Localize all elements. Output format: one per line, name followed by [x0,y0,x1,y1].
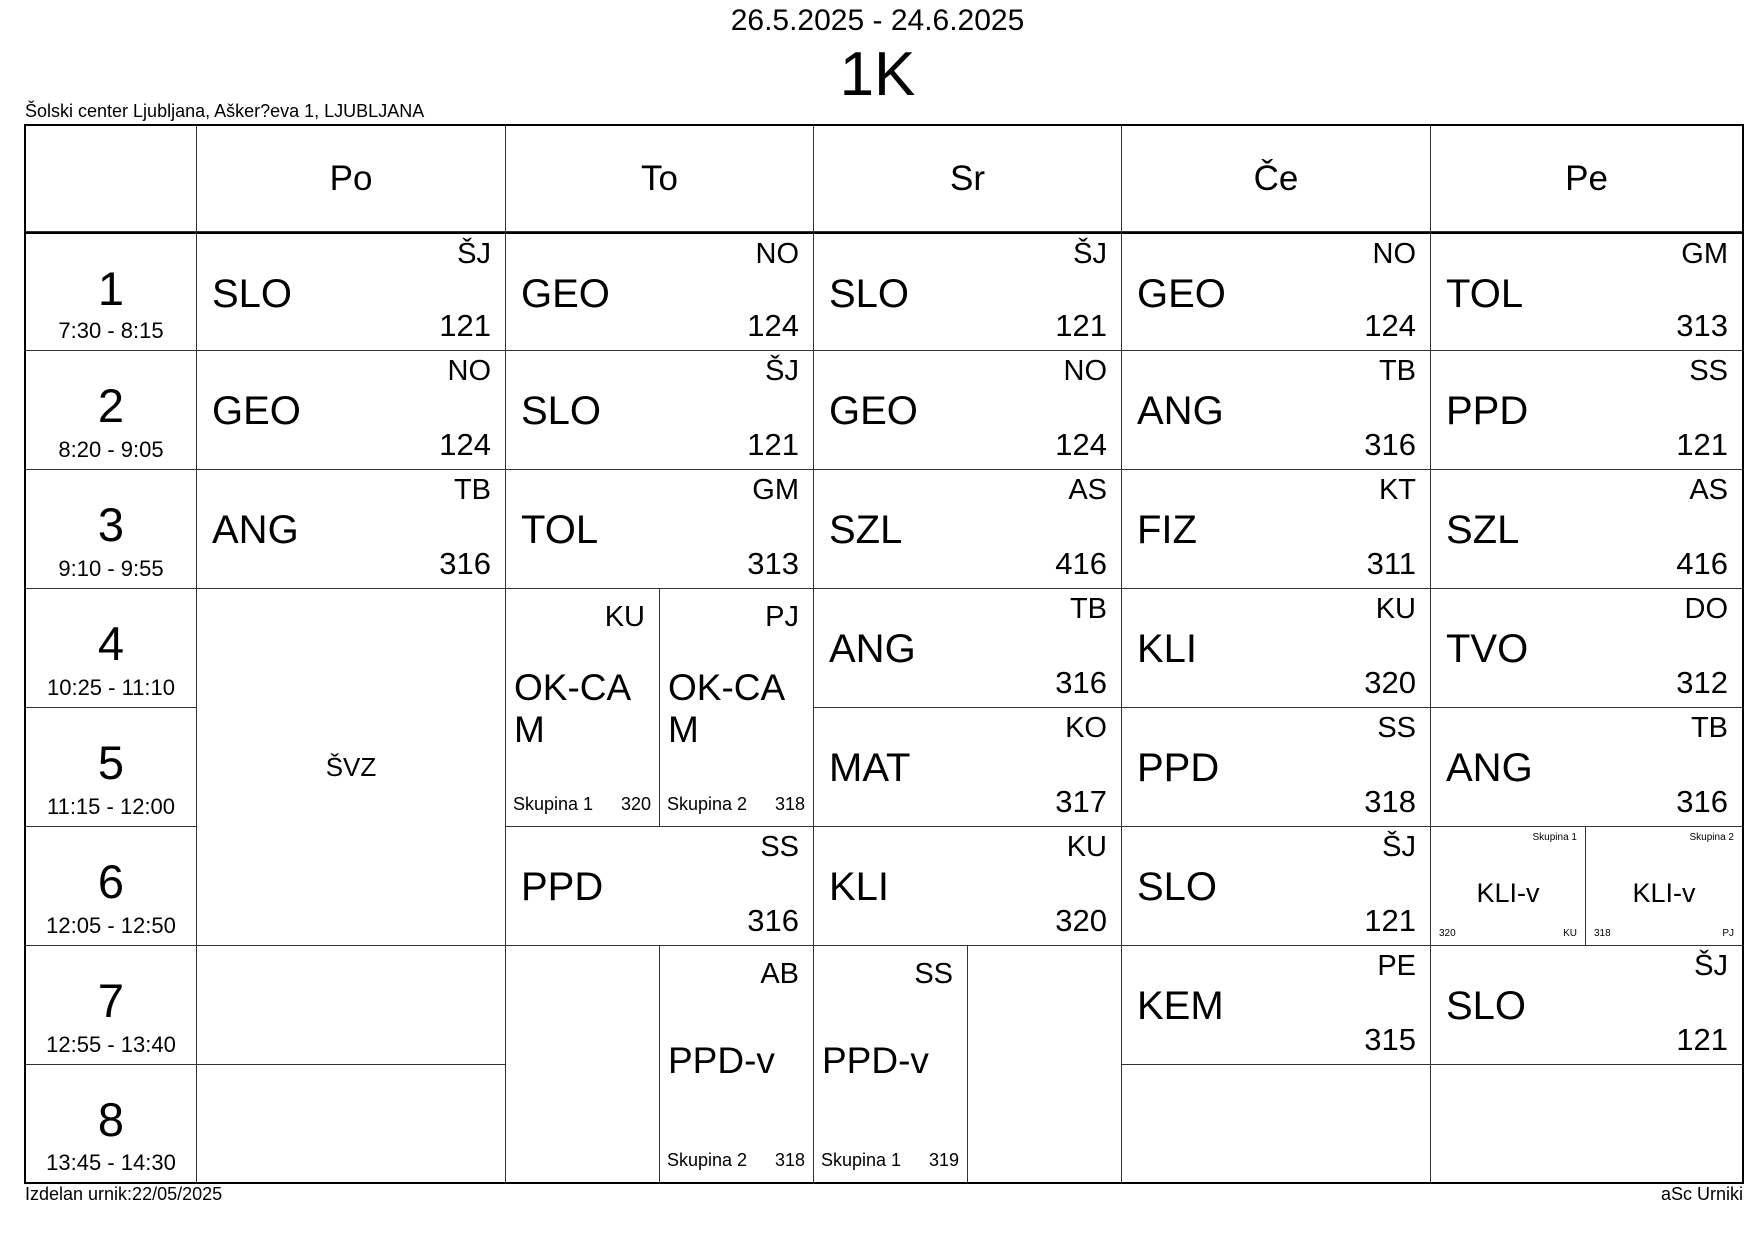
group-label: Skupina 2 [667,794,748,814]
period-number: 7 [97,974,125,1027]
lesson-cell[interactable] [197,351,506,470]
period-8 [26,1065,197,1182]
room: 318 [1594,928,1611,939]
lesson-cell-svz[interactable] [197,589,506,946]
subject: GEO [212,389,301,433]
subject: PPD-v [668,1040,775,1081]
lesson-cell[interactable] [814,708,1122,827]
lesson-cell[interactable] [506,827,814,946]
lesson-cell[interactable] [1431,470,1742,589]
subject: SLO [521,389,602,433]
day-header-to: To [506,126,814,232]
room: 316 [1364,427,1416,462]
day-header-po: Po [197,126,506,232]
period-2 [26,351,197,470]
room: 320 [620,794,651,814]
teacher: ŠJ [1073,238,1107,270]
room: 124 [1364,308,1416,343]
empty-cell [197,946,506,1065]
period-time: 8:20 - 9:05 [58,437,164,462]
teacher: GM [752,474,799,506]
empty-cell [1122,1065,1431,1182]
date-range: 26.5.2025 - 24.6.2025 [730,4,1025,37]
room: 121 [747,427,799,462]
subject: PPD-v [822,1040,929,1081]
room: 121 [1676,427,1728,462]
room: 121 [439,308,491,343]
subject: KLI-v [1476,878,1540,908]
room: 318 [1364,784,1416,819]
created-date: Izdelan urnik:22/05/2025 [25,1184,223,1204]
lesson-cell[interactable] [197,232,506,351]
teacher: TB [1069,593,1107,625]
subject: ANG [1137,389,1224,433]
lesson-cell[interactable] [1431,232,1742,351]
subject: SZL [1446,508,1520,552]
period-number: 6 [97,855,125,908]
room: 320 [1055,903,1107,938]
timetable-grid [24,124,1744,1184]
subject: KLI [829,865,890,909]
teacher: SS [1377,712,1416,744]
room: 319 [928,1150,959,1170]
period-number: 3 [97,498,125,551]
subject: GEO [829,389,918,433]
teacher: AS [1689,474,1728,506]
lesson-cell[interactable] [1122,708,1431,827]
period-6 [26,827,197,946]
room: 313 [1676,308,1728,343]
group-label: Skupina 2 [667,1150,748,1170]
teacher: KU [1066,831,1107,863]
subject: ANG [1446,746,1533,790]
teacher: PE [1377,950,1416,982]
period-number: 2 [97,379,125,432]
teacher: AB [760,958,799,990]
room: 320 [1364,665,1416,700]
room: 311 [1366,546,1416,581]
room: 121 [1676,1022,1728,1057]
room: 416 [1676,546,1728,581]
lesson-cell-group[interactable] [1586,827,1742,946]
group-label: Skupina 1 [1532,832,1577,843]
subject: FIZ [1137,508,1197,552]
lesson-cell[interactable] [1122,827,1431,946]
lesson-cell[interactable] [814,232,1122,351]
subject: SZL [829,508,903,552]
room: 316 [1676,784,1728,819]
teacher: NO [447,355,491,387]
period-time: 12:05 - 12:50 [46,913,176,938]
teacher: GM [1681,238,1728,270]
empty-cell [1431,1065,1742,1182]
period-4 [26,589,197,708]
teacher: SS [760,831,799,863]
teacher: ŠJ [1694,950,1728,982]
lesson-cell-group[interactable] [1431,827,1586,946]
subject: OK-CAM [514,667,632,750]
room: 318 [774,794,805,814]
teacher: TB [1378,355,1416,387]
subject: ANG [829,627,916,671]
lesson-cell[interactable] [1431,589,1742,708]
teacher: ŠJ [457,238,491,270]
lesson-cell[interactable] [197,470,506,589]
lesson-cell[interactable] [814,470,1122,589]
period-time: 13:45 - 14:30 [46,1150,176,1175]
teacher: DO [1684,593,1728,625]
teacher: ŠJ [765,355,799,387]
period-number: 8 [97,1093,125,1146]
corner-cell [26,126,197,232]
subject: OK-CAM [668,667,786,750]
room: 313 [747,546,799,581]
teacher: PJ [1722,928,1734,939]
room: 121 [1364,903,1416,938]
brand-label: aSc Urniki [1660,1184,1743,1204]
lesson-cell[interactable] [1122,470,1431,589]
room: 416 [1055,546,1107,581]
teacher: SS [914,958,953,990]
subject: SLO [212,272,293,316]
subject: GEO [1137,272,1226,316]
teacher: KU [1563,928,1577,939]
lesson-cell-group[interactable] [814,946,968,1182]
lesson-cell[interactable] [1122,946,1431,1065]
day-header-ce: Če [1122,126,1431,232]
period-number: 1 [97,262,125,315]
empty-cell [506,946,660,1182]
school-name: Šolski center Ljubljana, Ašker?eva 1, LJUBLJANA [25,101,425,121]
lesson-cell[interactable] [506,232,814,351]
day-header-sr: Sr [814,126,1122,232]
subject: SLO [1137,865,1218,909]
subject: ŠVZ [325,751,377,782]
lesson-cell[interactable] [1431,351,1742,470]
day-header-pe: Pe [1431,126,1742,232]
period-3 [26,470,197,589]
group-label: Skupina 1 [821,1150,902,1170]
subject: GEO [521,272,610,316]
lesson-cell[interactable] [814,827,1122,946]
lesson-cell[interactable] [1122,232,1431,351]
class-title: 1K [839,40,916,109]
period-5 [26,708,197,827]
room: 318 [774,1150,805,1170]
lesson-cell[interactable] [1122,589,1431,708]
period-number: 5 [97,736,125,789]
period-time: 12:55 - 13:40 [46,1032,176,1057]
room: 316 [747,903,799,938]
period-time: 11:15 - 12:00 [46,794,176,819]
empty-cell [197,1065,506,1182]
lesson-cell[interactable] [814,589,1122,708]
group-label: Skupina 2 [1689,832,1734,843]
subject: ANG [212,508,299,552]
teacher: NO [755,238,799,270]
teacher: SS [1689,355,1728,387]
lesson-cell[interactable] [1122,351,1431,470]
subject: PPD [1446,389,1529,433]
subject: TVO [1446,627,1529,671]
room: 315 [1364,1022,1416,1057]
subject: MAT [829,746,911,790]
room: 320 [1439,928,1456,939]
subject: SLO [1446,984,1527,1028]
subject: KLI-v [1632,878,1696,908]
lesson-cell[interactable] [1431,946,1742,1065]
room: 124 [439,427,491,462]
teacher: NO [1372,238,1416,270]
subject: TOL [521,508,599,552]
subject: PPD [521,865,604,909]
lesson-cell-group[interactable] [660,589,814,827]
teacher: KU [1375,593,1416,625]
teacher: PJ [765,601,799,633]
subject: TOL [1446,272,1524,316]
teacher: KT [1378,474,1416,506]
group-label: Skupina 1 [513,794,594,814]
room: 124 [747,308,799,343]
room: 121 [1055,308,1107,343]
room: 316 [439,546,491,581]
lesson-cell-group[interactable] [660,946,814,1182]
subject: KEM [1137,984,1224,1028]
teacher: TB [453,474,491,506]
period-number: 4 [97,617,125,670]
subject: KLI [1137,627,1198,671]
period-7 [26,946,197,1065]
teacher: AS [1068,474,1107,506]
lesson-cell[interactable] [814,351,1122,470]
period-time: 7:30 - 8:15 [58,318,164,343]
subject: SLO [829,272,910,316]
room: 312 [1676,665,1728,700]
lesson-cell[interactable] [506,351,814,470]
room: 124 [1055,427,1107,462]
period-time: 9:10 - 9:55 [58,556,164,581]
room: 317 [1055,784,1107,819]
period-1 [26,232,197,351]
teacher: TB [1690,712,1728,744]
lesson-cell-group[interactable] [506,589,660,827]
teacher: KO [1065,712,1107,744]
lesson-cell[interactable] [506,470,814,589]
teacher: KU [604,601,645,633]
empty-cell [968,946,1122,1182]
subject: PPD [1137,746,1220,790]
teacher: NO [1063,355,1107,387]
room: 316 [1055,665,1107,700]
period-time: 10:25 - 11:10 [46,675,176,700]
teacher: ŠJ [1382,831,1416,863]
lesson-cell[interactable] [1431,708,1742,827]
